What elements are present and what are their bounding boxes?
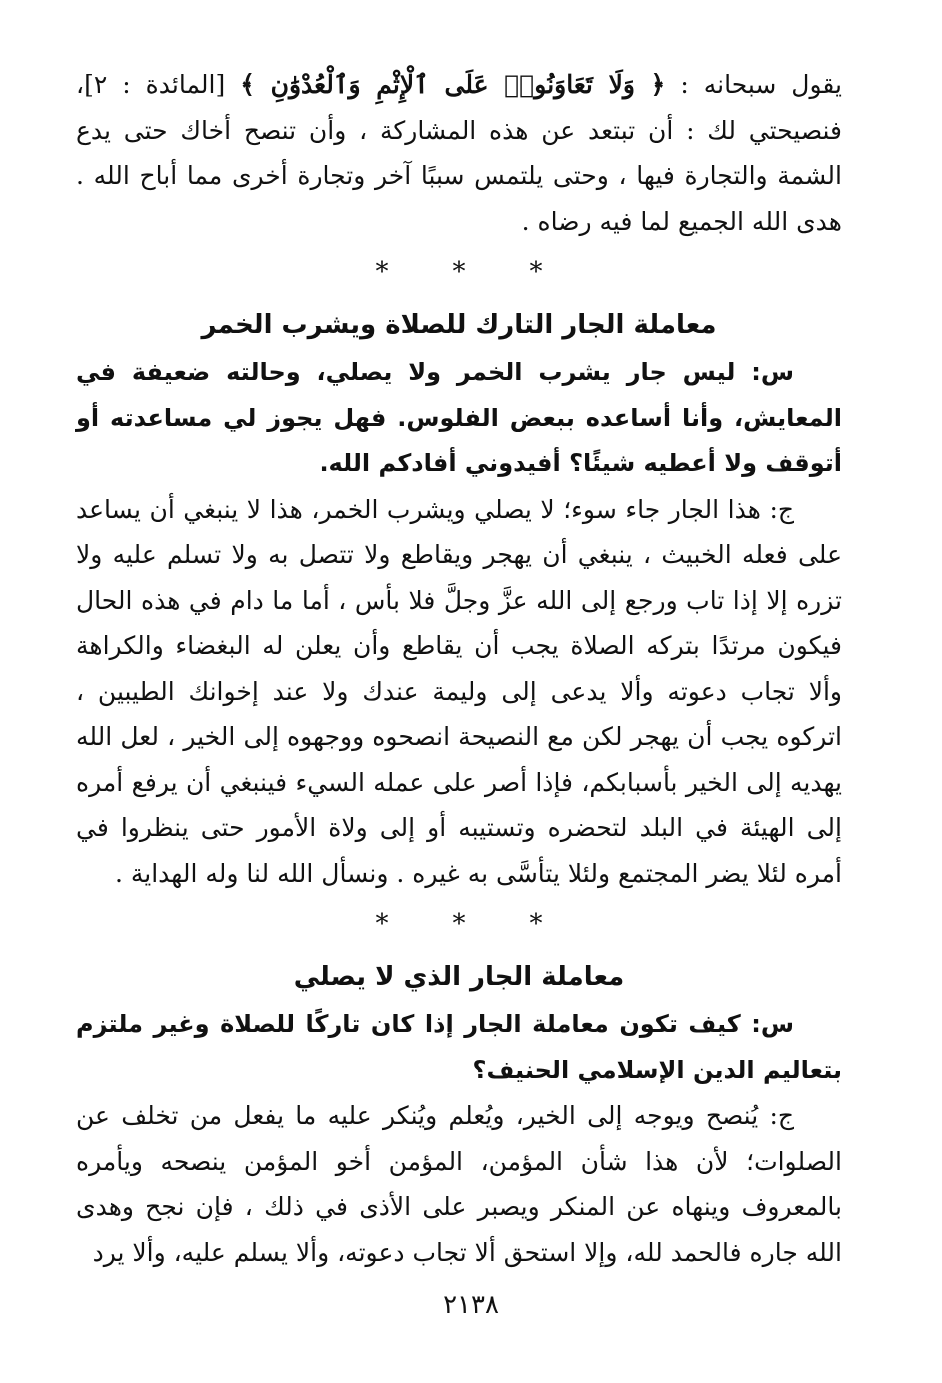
question-paragraph — [76, 1002, 842, 1093]
quran-verse: ﴿ وَلَا تَعَاوَنُوا۟ عَلَى ٱلْإِثْمِ وَٱلْعُدْوَٰنِ ﴾ — [240, 70, 666, 99]
separator-star: * — [529, 909, 543, 939]
section-title: معاملة الجار الذي لا يصلي — [293, 962, 625, 992]
separator-star: * — [452, 257, 466, 287]
section-separator — [76, 244, 842, 300]
answer-label: ج: — [769, 494, 794, 524]
answer-paragraph — [76, 487, 842, 897]
question-text: كيف تكون معاملة الجار إذا كان تاركًا للصلاة وغير ملتزم بتعاليم الدين الإسلامي الحنيف؟ — [76, 1010, 842, 1084]
answer-paragraph — [76, 1093, 842, 1275]
page-number: ٢١٣٨ — [443, 1290, 499, 1320]
question-text: ليس جار يشرب الخمر ولا يصلي، وحالته ضعيفة في المعايش، وأنا أساعده ببعض الفلوس. فهل يجوز لي مساعدته أو أتوقف ولا أعطيه شيئًا؟ أفيدوني أفادكم الله. — [76, 358, 842, 477]
intro-paragraph — [76, 62, 842, 244]
question-label: س: — [751, 1010, 794, 1038]
section-separator — [76, 896, 842, 952]
answer-text: يُنصح ويوجه إلى الخير، ويُعلم ويُنكر عليه ما يفعل من تخلف عن الصلوات؛ لأن هذا شأن المؤمن، المؤمن أخو المؤمن ينصحه ويأمره بالمعروف وينهاه عن المنكر ويصبر على الأذى في ذلك ، فإن نجح وهدى الله جاره فالحمد لله، وإلا استحق ألا تجاب دعوته، وألا يسلم عليه، وألا يرد — [76, 1101, 842, 1267]
section-title: معاملة الجار التارك للصلاة ويشرب الخمر — [201, 310, 717, 340]
separator-star: * — [375, 257, 389, 287]
verse-citation: [المائدة : ٢] — [84, 70, 241, 99]
question-paragraph — [76, 350, 842, 487]
separator-star: * — [529, 257, 543, 287]
intro-continuation: ، فنصيحتي لك : أن تبتعد عن هذه المشاركة ، وأن تنصح أخاك حتى يدع الشمة والتجارة فيها ، وحتى يلتمس سببًا آخر وتجارة أخرى مما أباح الله . هدى الله الجميع لما فيه رضاه . — [76, 70, 842, 236]
intro-lead: يقول سبحانه : — [665, 70, 842, 99]
separator-star: * — [452, 909, 466, 939]
answer-label: ج: — [769, 1101, 794, 1130]
question-label: س: — [751, 358, 794, 386]
answer-text: هذا الجار جاء سوء؛ لا يصلي ويشرب الخمر، هذا لا ينبغي أن يساعد على فعله الخبيث ، ينبغي أن يهجر ويقاطع ولا تتصل به ولا تسلم عليه ولا تزره إلا إذا تاب ورجع إلى الله عزَّ وجلَّ فلا بأس ، أما ما دام في هذه الحال فيكون مرتدًا بتركه الصلاة يجب أن يقاطع وأن يعلن له البغضاء والكراهة وألا تجاب دعوته وألا يدعى إلى وليمة عندك ولا عند إخوانك الطيبين ، اتركوه يجب أن يهجر لكن مع النصيحة انصحوه ووجهوه إلى الخير ، لعل الله يهديه إلى الخير بأسبابكم، فإذا أصر على عمله السيء فينبغي أن يرفع أمره إلى الهيئة في البلد لتحضره وتستيبه أو إلى ولاة الأمور حتى ينظروا في أمره لئلا يضر المجتمع ولئلا يتأسَّى به غيره . ونسأل الله لنا وله الهداية . — [76, 494, 842, 888]
separator-star: * — [375, 909, 389, 939]
